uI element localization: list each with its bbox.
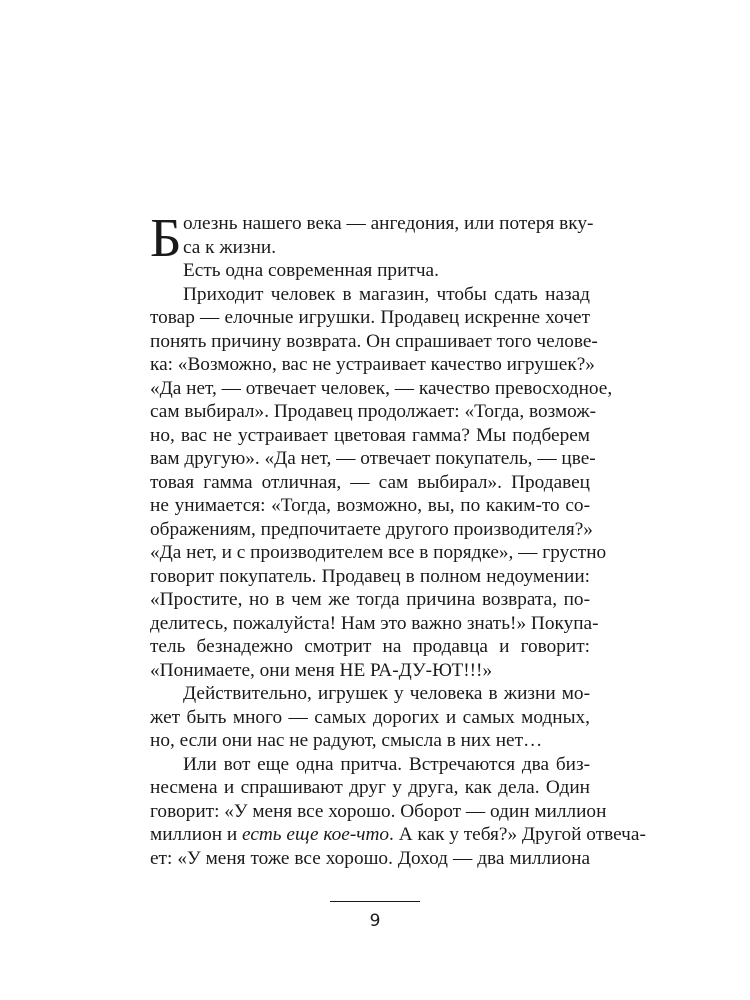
text-span: милли [150, 824, 203, 845]
text-line [150, 823, 646, 847]
text-line: са к жизни. [183, 236, 277, 258]
text-line: но, если они нас не радуют, смысла в них нет… [150, 730, 543, 751]
text-line: ка: «Возможно, вас не устраивает качество игрушек?» [150, 354, 595, 375]
text-lines [150, 207, 646, 870]
text-line: делитесь, пожалуйста! Нам это важно знать!» Покупа- [150, 612, 599, 634]
page-number: 9 [369, 911, 381, 931]
text-line: Или вот еще одна притча. Встречаются два биз- [183, 753, 590, 775]
text-line: олезнь нашего века — ангедония, или потеря вку- [183, 213, 594, 234]
text-line: вам другую». «Да нет, — отвечает покупатель, — цве- [150, 448, 596, 469]
text-line: «Да нет, — отвечает человек, — качество превосходное, [150, 377, 613, 399]
text-line: сам выбирал». Продавец продолжает: «Тогда, возмож- [150, 401, 597, 422]
text-line: «Простите, но в чем же тогда причина возврата, по- [150, 589, 590, 610]
text-line: Есть одна современная притча. [183, 260, 439, 281]
text-line: ет: «У меня тоже все хорошо. Доход — два миллиона [150, 847, 590, 869]
text-line: не унимается: «Тогда, возможно, вы, по каким-то со- [150, 495, 590, 516]
footer-rule [330, 901, 420, 902]
text-line: понять причину возврата. Он спрашивает того челове- [150, 330, 598, 352]
text-line: тель безнадежно смотрит на продавца и говорит: [150, 636, 590, 657]
drop-cap: Б [150, 207, 182, 268]
text-line: «Да нет, и с производителем все в порядке», — грустно [150, 542, 607, 563]
text-line: Приходит человек в магазин, чтобы сдать назад [183, 283, 590, 305]
body-text [150, 207, 646, 870]
text-line: несмена и спрашивают друг у друга, как дела. Один [150, 777, 590, 798]
italic-span: есть еще кое-что [242, 824, 390, 845]
text-line: товая гамма отличная, — сам выбирал». Продавец [150, 471, 590, 493]
text-line: Действительно, игрушек у человека в жизни мо- [183, 683, 590, 704]
text-line: «Понимаете, они меня НЕ РА-ДУ-ЮТ!!!» [150, 659, 493, 681]
text-line: говорит покупатель. Продавец в полном недоумении: [150, 565, 590, 587]
text-line: говорит: «У меня все хорошо. Оборот — один миллион [150, 800, 607, 822]
text-line: ображениям, предпочитаете другого производителя?» [150, 518, 593, 540]
text-span: . А как у тебя?» Другой отвеча- [389, 824, 646, 845]
text-span: он и [202, 824, 243, 845]
text-line: жет быть много — самых дорогих и самых модных, [150, 706, 590, 728]
text-line: но, вас не устраивает цветовая гамма? Мы подберем [150, 424, 590, 446]
text-line: товар — елочные игрушки. Продавец искренне хочет [150, 307, 590, 328]
